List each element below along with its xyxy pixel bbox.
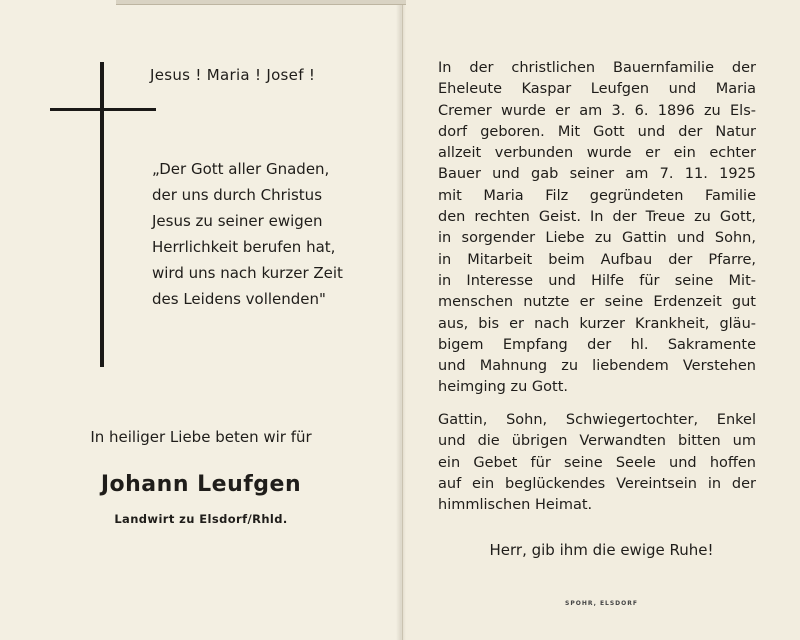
biography-line: dorf geboren. Mit Gott und der Natur <box>438 123 756 140</box>
biography-line: In der christlichen Bauernfamilie der <box>438 60 756 76</box>
family-line: und die übrigen Verwandten bitten um <box>438 433 756 450</box>
biography <box>438 58 756 399</box>
family-message <box>438 410 756 516</box>
invocation: Jesus ! Maria ! Josef ! <box>150 66 316 84</box>
biography-line: und Mahnung zu liebendem Verstehen <box>438 358 756 375</box>
biography-line: heimging zu Gott. <box>438 379 568 396</box>
biography-line: aus, bis er nach kurzer Krankheit, gläu- <box>438 315 756 332</box>
biography-line: Bauer und gab seiner am 7. 11. 1925 <box>438 166 756 183</box>
biography-line: in Mitarbeit beim Aufbau der Pfarre, <box>438 251 756 268</box>
bible-quote <box>152 156 364 312</box>
biography-line: bigem Empfang der hl. Sakramente <box>438 336 756 353</box>
biography-line: Eheleute Kaspar Leufgen und Maria <box>438 81 756 98</box>
biography-line: mit Maria Filz gegründeten Familie <box>438 187 756 204</box>
printer-imprint: SPOHR, ELSDORF <box>565 600 638 607</box>
occupation: Landwirt zu Elsdorf/Rhld. <box>114 512 288 526</box>
fold-crease <box>396 0 406 640</box>
biography-line: in Interesse und Hilfe für seine Mit- <box>438 272 756 289</box>
quote-line: wird uns nach kurzer Zeit <box>152 264 343 282</box>
quote-line: „Der Gott aller Gnaden, <box>152 160 330 178</box>
quote-line: Herrlichkeit berufen hat, <box>152 238 336 256</box>
prayer-intro: In heiliger Liebe beten wir für <box>90 428 312 446</box>
family-line: auf ein beglückendes Vereintsein in der <box>438 475 756 492</box>
paper-edge <box>116 0 406 5</box>
cross-icon-bar <box>50 108 156 111</box>
quote-line: des Leidens vollenden" <box>152 290 326 308</box>
quote-line: Jesus zu seiner ewigen <box>152 212 323 230</box>
family-line: ein Gebet für seine Seele und hoffen <box>438 454 756 471</box>
family-line: Gattin, Sohn, Schwiegertochter, Enkel <box>438 412 756 428</box>
biography-line: in sorgender Liebe zu Gattin und Sohn, <box>438 230 756 247</box>
closing-prayer: Herr, gib ihm die ewige Ruhe! <box>489 541 714 559</box>
biography-line: menschen nutzte er seine Erdenzeit gut <box>438 294 756 311</box>
biography-line: Cremer wurde er am 3. 6. 1896 zu Els- <box>438 102 756 119</box>
biography-line: allzeit verbunden wurde er ein echter <box>438 145 756 162</box>
deceased-name: Johann Leufgen <box>100 472 302 497</box>
biography-line: den rechten Geist. In der Treue zu Gott, <box>438 209 756 226</box>
quote-line: der uns durch Christus <box>152 186 323 204</box>
family-line: himmlischen Heimat. <box>438 497 593 514</box>
